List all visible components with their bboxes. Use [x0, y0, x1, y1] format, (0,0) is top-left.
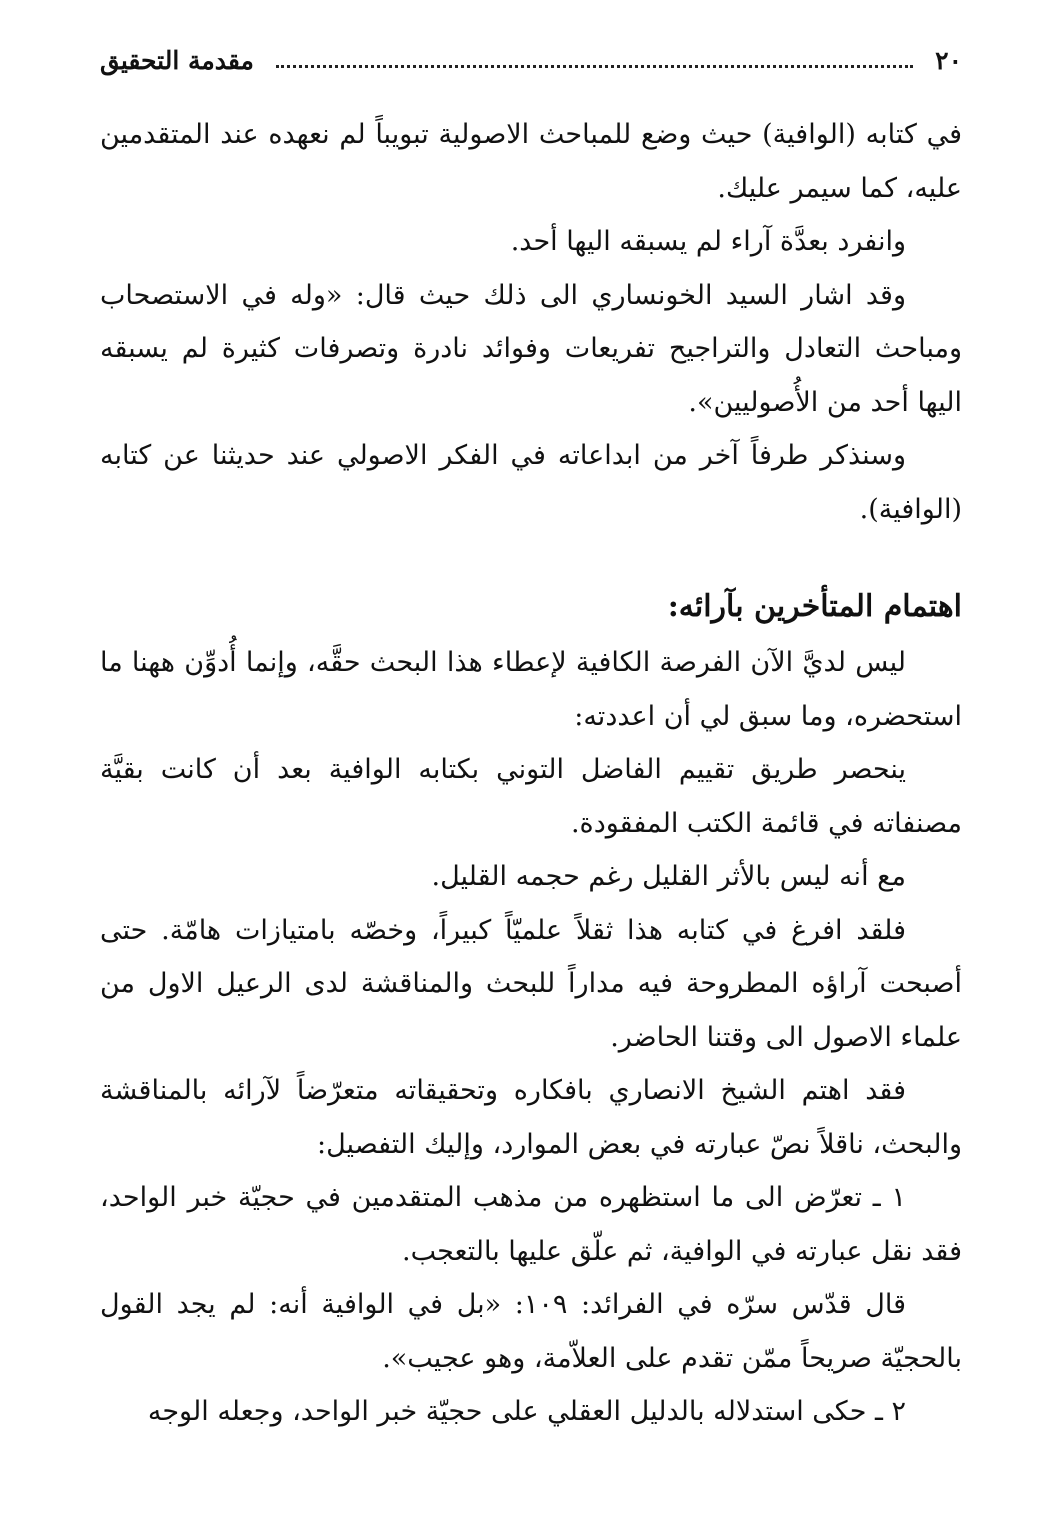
paragraph: فقد اهتم الشيخ الانصاري بافكاره وتحقيقاته متعرّضاً لآرائه بالمناقشة والبحث، ناقلاً نصّ عبارته في بعض الموارد، وإليك التفصيل: — [100, 1075, 962, 1160]
page-body — [100, 108, 962, 1439]
section-heading: اهتمام المتأخرين بآرائه: — [667, 589, 962, 624]
running-header — [100, 40, 962, 80]
paragraph: مع أنه ليس بالأثر القليل رغم حجمه القليل. — [431, 861, 906, 892]
numbered-paragraph: ١ ـ تعرّض الى ما استظهره من مذهب المتقدمين في حجيّة خبر الواحد، فقد نقل عبارته في الوافية، ثم علّق عليها بالتعجب. — [100, 1182, 962, 1267]
paragraph: في كتابه (الوافية) حيث وضع للمباحث الاصولية تبويباً لم نعهده عند المتقدمين عليه، كما سيمر عليك. — [100, 119, 962, 204]
paragraph: ليس لديَّ الآن الفرصة الكافية لإعطاء هذا البحث حقَّه، وإنما أُدوِّن ههنا ما استحضره، وما سبق لي أن اعددته: — [100, 647, 962, 732]
paragraph: وسنذكر طرفاً آخر من ابداعاته في الفكر الاصولي عند حديثنا عن كتابه (الوافية). — [100, 440, 962, 525]
section-title: مقدمة التحقيق — [100, 45, 254, 75]
leader-dots — [276, 65, 913, 68]
numbered-paragraph: ٢ ـ حكى استدلاله بالدليل العقلي على حجيّة خبر الواحد، وجعله الوجه — [147, 1396, 906, 1427]
paragraph: فلقد افرغ في كتابه هذا ثقلاً علميّاً كبيراً، وخصّه بامتيازات هامّة. حتى أصبحت آراؤه المطروحة فيه مداراً للبحث والمناقشة لدى الرعيل الاول من علماء الاصول الى وقتنا الحاضر. — [100, 914, 962, 1053]
paragraph: وقد اشار السيد الخونساري الى ذلك حيث قال: «وله في الاستصحاب ومباحث التعادل والتراجيح تفريعات وفوائد نادرة وتصرفات كثيرة لم يسبقه اليها أحد من الأُصوليين». — [100, 279, 962, 418]
page-number: ٢٠ — [935, 45, 962, 75]
paragraph: ينحصر طريق تقييم الفاضل التوني بكتابه الوافية بعد أن كانت بقيَّة مصنفاته في قائمة الكتب المفقودة. — [100, 754, 962, 839]
paragraph: وانفرد بعدَّة آراء لم يسبقه اليها أحد. — [510, 226, 906, 257]
quotation-paragraph: قال قدّس سرّه في الفرائد: ١٠٩: «بل في الوافية أنه: لم يجد القول بالحجيّة صريحاً ممّن تقدم على العلاّمة، وهو عجيب». — [100, 1289, 962, 1374]
